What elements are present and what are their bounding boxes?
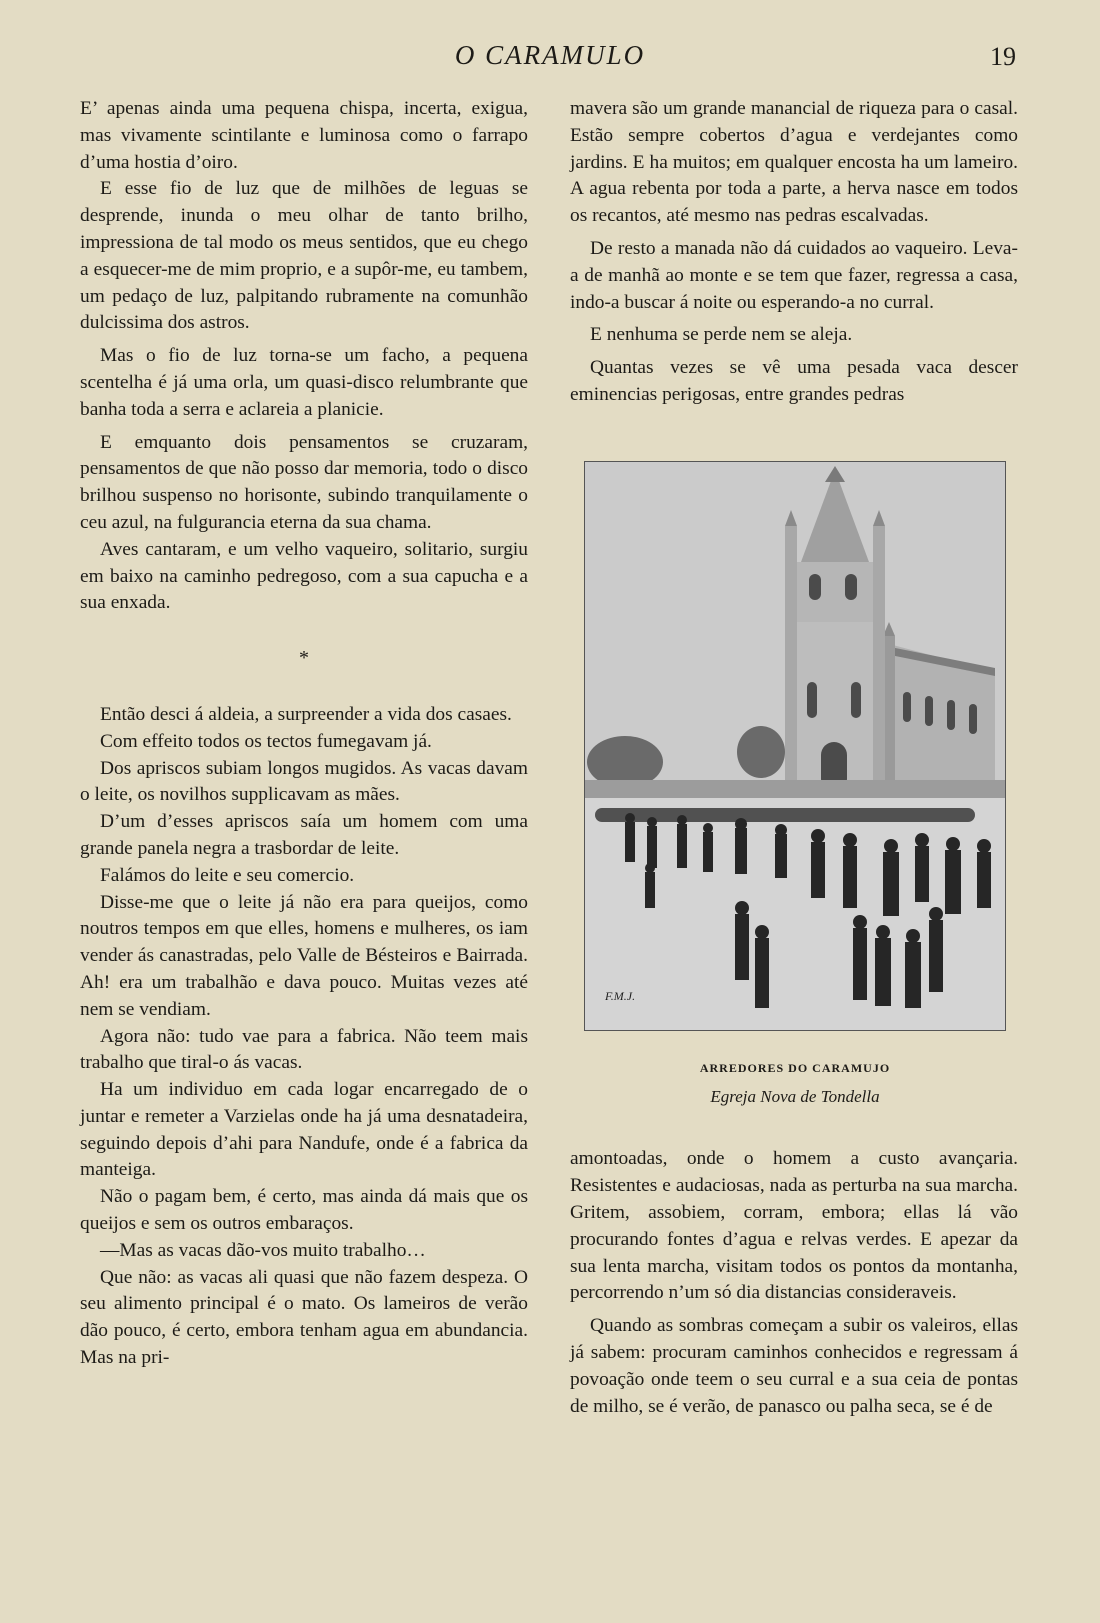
running-title: O CARAMULO — [454, 40, 646, 70]
paragraph: E nenhuma se perde nem se aleja. — [590, 324, 853, 346]
paragraph: Quantas vezes se vê uma pesada vaca descer eminencias perigosas, entre grandes pedras — [570, 357, 1018, 405]
paragraph: Não o pagam bem, é certo, mas ainda dá mais que os queijos e sem os outros embaraços. — [80, 1186, 528, 1235]
paragraph: Quando as sombras começam a subir os valeiros, ellas já sabem: procuram caminhos conhecidos e regressam á povoação onde teem o seu curral e a sua ceia de pontas de milho, se é verão, de panasco ou palha seca, se é de — [570, 1315, 1018, 1417]
paragraph: —Mas as vacas dão-vos muito trabalho… — [100, 1239, 426, 1261]
paragraph: Falámos do leite e seu comercio. — [100, 864, 355, 886]
church-figure — [584, 461, 1006, 1111]
paragraph: mavera são um grande manancial de riqueza para o casal. Estão sempre cobertos d’agua e verdejantes como jardins. E ha muitos; em qualquer encosta ha um lameiro. A agua rebenta por toda a parte, a herva nasce em todos os recantos, até mesmo nas pedras escalvadas. — [570, 98, 1018, 227]
paragraph: Dos apriscos subiam longos mugidos. As vacas davam o leite, os novilhos supplicavam as mães. — [80, 757, 528, 806]
right-column — [570, 96, 1018, 1420]
page-header — [0, 36, 1100, 76]
paragraph: Com effeito todos os tectos fumegavam já. — [100, 730, 432, 752]
paragraph: De resto a manada não dá cuidados ao vaqueiro. Leva-a de manhã ao monte e se tem que fazer, regressa a casa, indo-a buscar á noite ou esperando-a no curral. — [570, 237, 1018, 313]
page-number: 19 — [990, 42, 1016, 71]
paragraph: Ha um individuo em cada logar encarregado de o juntar e remeter a Varzielas onde ha já uma desnatadeira, seguindo depois d’ahi para Nandufe, onde é a fabrica da manteiga. — [80, 1079, 528, 1181]
paragraph: Disse-me que o leite já não era para queijos, como noutros tempos em que elles, homens e mulheres, os iam vender ás canastradas, pelo Valle de Bésteiros e Bairrada. Ah! era um trabalhão e dava pouco. Muitas vezes até nem se vendiam. — [80, 891, 528, 1020]
paragraph: Agora não: tudo vae para a fabrica. Não teem mais trabalho que tiral-o ás vacas. — [80, 1025, 528, 1074]
paragraph: E emquanto dois pensamentos se cruzaram, pensamentos de que não posso dar memoria, todo o disco brilhou suspenso no horisonte, subindo tranquilamente o ceu azul, na fulgurancia eterna da sua chama. — [80, 431, 528, 533]
church-illustration — [585, 462, 1005, 1030]
paragraph: Que não: as vacas ali quasi que não fazem despeza. O seu alimento principal é o mato. Os lameiros de verão dão pouco, é certo, embora tenham agua em abundancia. Mas na pri- — [80, 1266, 528, 1369]
paragraph: Mas o fio de luz torna-se um facho, a pequena scentelha é já uma orla, um quasi-disco relumbrante que banha toda a serra e aclareia a planicie. — [80, 345, 528, 420]
caption-title: Egreja Nova de Tondella — [710, 1086, 880, 1106]
photo-signature: F.M.J. — [605, 988, 636, 1003]
left-column — [80, 96, 528, 1372]
church-photo — [584, 461, 1006, 1031]
paragraph: D’um d’esses apriscos saía um homem com uma grande panela negra a trasbordar de leite. — [80, 811, 528, 859]
figure-caption — [584, 1055, 1006, 1111]
section-separator: * — [299, 647, 309, 670]
caption-location: ARREDORES DO CARAMUJO — [699, 1060, 891, 1075]
paragraph: E esse fio de luz que de milhões de leguas se desprende, inunda o meu olhar de tanto brilho, impressiona de tal modo os meus sentidos, que eu chego a esquecer-me de mim proprio, e a supôr-me, eu tambem, um pedaço de luz, palpitando rubramente na comunhão dulcissima dos astros. — [80, 178, 528, 334]
paragraph: Então desci á aldeia, a surpreender a vida dos casaes. — [100, 703, 512, 725]
paragraph: amontoadas, onde o homem a custo avançaria. Resistentes e audaciosas, nada as perturba na sua marcha. Gritem, assobiem, corram, embora; ellas lá vão procurando fontes d’agua e relvas verdes. E apezar da sua lenta marcha, visitam todos os pontos da montanha, percorrendo n’um só dia distancias consideraveis. — [570, 1148, 1018, 1304]
paragraph: E’ apenas ainda uma pequena chispa, incerta, exigua, mas vivamente scintilante e luminosa como o farrapo d’uma hostia d’oiro. — [80, 98, 528, 173]
paragraph: Aves cantaram, e um velho vaqueiro, solitario, surgiu em baixo na caminho pedregoso, com a sua capucha e a sua enxada. — [80, 538, 528, 614]
